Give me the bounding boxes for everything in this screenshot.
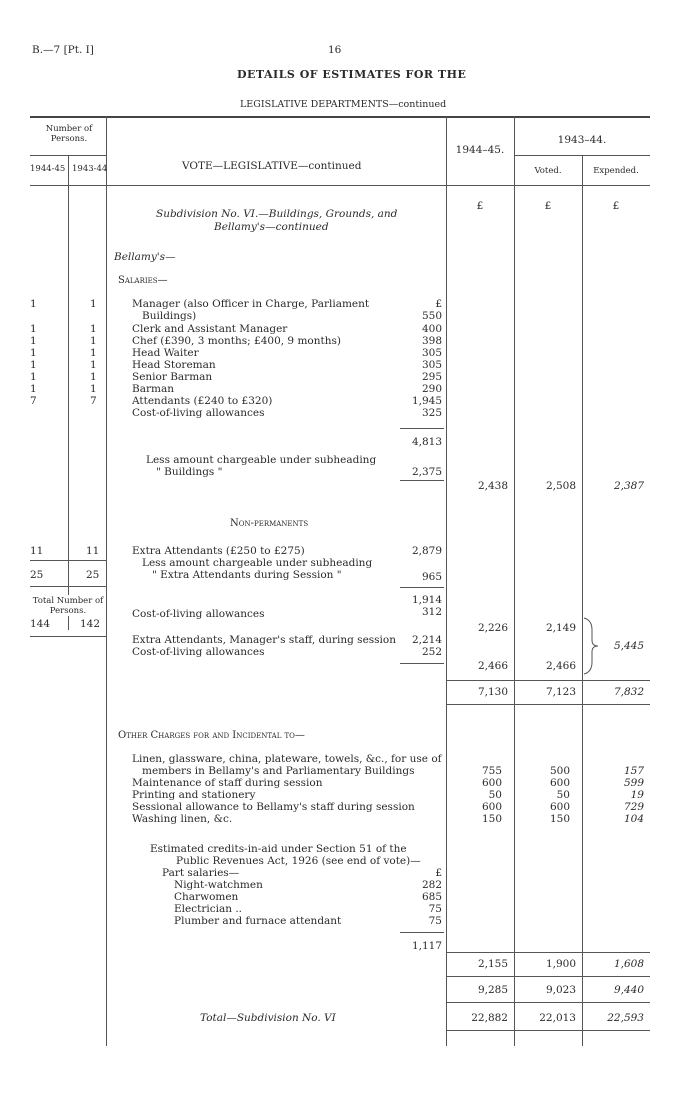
- subdivision-line-1: Subdivision No. VI.—Buildings, Grounds, and: [156, 208, 398, 220]
- salary-n44: 1: [90, 383, 97, 395]
- total-subdivision-4445: 22,882: [471, 1012, 508, 1024]
- expended-header: Expended.: [593, 166, 639, 176]
- other-item-voted: 50: [556, 789, 570, 801]
- salary-pound: £: [435, 298, 442, 310]
- subtotal-rule: [400, 480, 444, 481]
- salary-label: Barman: [132, 383, 174, 395]
- cost-of-living-amount: 312: [421, 606, 442, 618]
- other-item-4445: 600: [481, 777, 502, 789]
- salary-amount: 398: [421, 335, 442, 347]
- credit-amount: 75: [428, 903, 442, 915]
- other-charges-heading: Other Charges for and Incidental to—: [118, 730, 305, 741]
- nonperm-n44: 11: [86, 545, 100, 557]
- other-item-4445: 755: [481, 765, 502, 777]
- page-subtitle: LEGISLATIVE DEPARTMENTS—continued: [240, 99, 447, 110]
- subtotal-rule: [400, 932, 444, 933]
- other-sub-4445: 2,155: [477, 958, 508, 970]
- less-extra-line-1: Less amount chargeable under subheading: [142, 557, 373, 569]
- cost-of-living-label: Cost-of-living allowances: [132, 646, 265, 658]
- bellamys-heading: Bellamy's—: [114, 251, 176, 263]
- salary-label: Head Storeman: [132, 359, 216, 371]
- salary-n44: 1: [90, 323, 97, 335]
- salary-n45: 7: [30, 395, 37, 407]
- other-item-label: Printing and stationery: [132, 789, 256, 801]
- other-item-label: Sessional allowance to Bellamy's staff during session: [132, 801, 415, 813]
- persons-header: Number of Persons.: [45, 124, 93, 144]
- salaries-total: 4,813: [411, 436, 442, 448]
- nonperm-subtotal: 1,914: [411, 594, 442, 606]
- nonperm-voted-b: 2,466: [545, 660, 576, 672]
- extra-attendants-amount: 2,879: [411, 545, 442, 557]
- salary-label-cont: Buildings): [142, 310, 197, 322]
- other-item-expended: 599: [623, 777, 644, 789]
- pound-sign: £: [476, 200, 484, 212]
- col-rule-3: [514, 116, 515, 1046]
- persons-rule: [30, 586, 106, 587]
- salary-n44: 1: [90, 359, 97, 371]
- nonperm-4445-b: 2,466: [477, 660, 508, 672]
- other-item-label-cont: members in Bellamy's and Parliamentary Buildings: [142, 765, 415, 777]
- salary-n44: 1: [90, 347, 97, 359]
- col-rule-4: [582, 155, 583, 1046]
- other-item-expended: 104: [623, 813, 644, 825]
- other-item-label: Maintenance of staff during session: [132, 777, 323, 789]
- salaries-net-4445: 2,438: [477, 480, 508, 492]
- totals2-4445: 9,285: [477, 984, 508, 996]
- less-extra-amount: 965: [421, 571, 442, 583]
- voted-header: Voted.: [534, 166, 562, 176]
- other-item-label: Linen, glassware, china, plateware, towels, &c., for use of: [132, 753, 442, 765]
- year-4344-header: 1943–44.: [557, 134, 607, 146]
- salary-n44: 7: [90, 395, 97, 407]
- other-item-voted: 150: [549, 813, 570, 825]
- total-subdivision-expended: 22,593: [607, 1012, 644, 1024]
- page-title: DETAILS OF ESTIMATES FOR THE: [237, 68, 467, 81]
- salary-amount: 400: [421, 323, 442, 335]
- subtotal-rule: [400, 663, 444, 664]
- col-rule-1: [106, 116, 107, 1046]
- total-rule: [446, 704, 650, 705]
- totals1-4445: 7,130: [477, 686, 508, 698]
- nonperm-n45: 11: [30, 545, 44, 557]
- salary-n45: 1: [30, 323, 37, 335]
- part-salaries-label: Part salaries—: [162, 867, 240, 879]
- credits-line-1: Estimated credits-in-aid under Section 51 of the: [150, 843, 407, 855]
- col-rule-2: [446, 116, 447, 1046]
- header-bottom-rule: [30, 185, 650, 186]
- credits-pound: £: [435, 867, 442, 879]
- other-item-4445: 150: [481, 813, 502, 825]
- salary-n44: 1: [90, 335, 97, 347]
- other-sub-expended: 1,608: [613, 958, 644, 970]
- vote-title: VOTE—LEGISLATIVE—continued: [182, 160, 362, 172]
- manager-staff-amount: 2,214: [411, 634, 442, 646]
- credit-label: Plumber and furnace attendant: [174, 915, 342, 927]
- grand-total-45: 144: [30, 618, 51, 630]
- totals2-voted: 9,023: [545, 984, 576, 996]
- extra-attendants-label: Extra Attendants (£250 to £275): [132, 545, 305, 557]
- salary-label: Senior Barman: [132, 371, 213, 383]
- table-top-rule: [30, 116, 650, 118]
- nonperm-voted-a: 2,149: [545, 622, 576, 634]
- nonperm-expended: 5,445: [613, 640, 644, 652]
- persons-rule: [30, 560, 106, 561]
- salary-amount: 305: [421, 359, 442, 371]
- salary-n45: 1: [30, 347, 37, 359]
- total-persons-label: Total Number of Persons.: [32, 596, 104, 616]
- totals2-expended: 9,440: [613, 984, 644, 996]
- credits-total: 1,117: [411, 940, 442, 952]
- col-header-4445: 1944-45: [30, 164, 66, 174]
- salary-label: Head Waiter: [132, 347, 199, 359]
- page-ref: B.—7 [Pt. I]: [32, 44, 94, 56]
- persons-total-44: 25: [86, 569, 100, 581]
- other-item-voted: 500: [549, 765, 570, 777]
- salary-label: Manager (also Officer in Charge, Parliament: [132, 298, 370, 310]
- nonperm-heading: Non-permanents: [230, 518, 309, 529]
- less-buildings-amount: 2,375: [411, 466, 442, 478]
- salary-label: Cost-of-living allowances: [132, 407, 265, 419]
- less-buildings-line-1: Less amount chargeable under subheading: [146, 454, 377, 466]
- other-item-4445: 50: [488, 789, 502, 801]
- total-subdivision-label: Total—Subdivision No. VI: [200, 1012, 336, 1024]
- pound-sign: £: [544, 200, 552, 212]
- page-number: 16: [328, 44, 342, 56]
- salary-n45: 1: [30, 359, 37, 371]
- totals1-voted: 7,123: [545, 686, 576, 698]
- salary-label: Clerk and Assistant Manager: [132, 323, 288, 335]
- total-rule: [446, 1030, 650, 1031]
- other-item-expended: 19: [630, 789, 644, 801]
- credit-amount: 282: [421, 879, 442, 891]
- salary-n44: 1: [90, 298, 97, 310]
- salaries-heading: Salaries—: [118, 275, 168, 286]
- salary-amount: 325: [421, 407, 442, 419]
- other-item-voted: 600: [549, 777, 570, 789]
- other-sub-voted: 1,900: [545, 958, 576, 970]
- persons-divider: [68, 616, 69, 630]
- salaries-net-expended: 2,387: [613, 480, 644, 492]
- salary-n45: 1: [30, 335, 37, 347]
- totals1-expended: 7,832: [613, 686, 644, 698]
- other-item-expended: 729: [623, 801, 644, 813]
- col-header-4344: 1943-44: [72, 164, 108, 174]
- grand-total-44: 142: [80, 618, 101, 630]
- col-rule-persons: [68, 155, 69, 595]
- salary-label: Chef (£390, 3 months; £400, 9 months): [132, 335, 341, 347]
- other-item-4445: 600: [481, 801, 502, 813]
- salary-n44: 1: [90, 371, 97, 383]
- salary-label: Attendants (£240 to £320): [132, 395, 273, 407]
- cost-of-living-amount: 252: [421, 646, 442, 658]
- salary-n45: 1: [30, 371, 37, 383]
- salary-amount: 1,945: [411, 395, 442, 407]
- other-item-voted: 600: [549, 801, 570, 813]
- pound-sign: £: [612, 200, 620, 212]
- credits-line-2: Public Revenues Act, 1926 (see end of vote)—: [176, 855, 421, 867]
- other-item-label: Washing linen, &c.: [132, 813, 233, 825]
- year-4445-header: 1944–45.: [455, 144, 505, 156]
- salary-amount: 290: [421, 383, 442, 395]
- salary-amount: 305: [421, 347, 442, 359]
- salary-n45: 1: [30, 383, 37, 395]
- total-subdivision-voted: 22,013: [539, 1012, 576, 1024]
- salary-amount: 550: [421, 310, 442, 322]
- less-extra-line-2: " Extra Attendants during Session ": [152, 569, 342, 581]
- persons-total-45: 25: [30, 569, 44, 581]
- persons-rule: [30, 636, 106, 637]
- cost-of-living-label: Cost-of-living allowances: [132, 608, 265, 620]
- manager-staff-label: Extra Attendants, Manager's staff, during session: [132, 634, 396, 646]
- subdivision-line-2: Bellamy's—continued: [214, 221, 329, 233]
- total-rule: [446, 1002, 650, 1003]
- salary-amount: 295: [421, 371, 442, 383]
- credit-label: Charwomen: [174, 891, 239, 903]
- subtotal-rule: [400, 587, 444, 588]
- subtotal-rule: [400, 428, 444, 429]
- total-rule: [446, 680, 650, 681]
- total-rule: [446, 952, 650, 953]
- total-rule: [446, 976, 650, 977]
- nonperm-4445-a: 2,226: [477, 622, 508, 634]
- credit-label: Electrician ..: [174, 903, 242, 915]
- salary-n45: 1: [30, 298, 37, 310]
- salaries-net-voted: 2,508: [545, 480, 576, 492]
- other-item-expended: 157: [623, 765, 644, 777]
- credit-label: Night-watchmen: [174, 879, 263, 891]
- less-buildings-line-2: " Buildings ": [156, 466, 223, 478]
- credit-amount: 685: [421, 891, 442, 903]
- credit-amount: 75: [428, 915, 442, 927]
